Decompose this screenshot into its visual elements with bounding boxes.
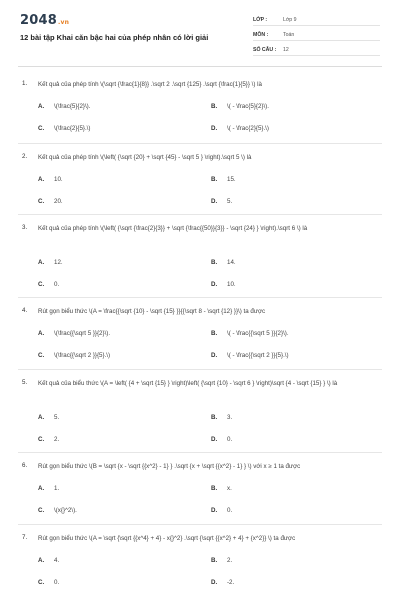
question-separator	[18, 214, 382, 215]
option-b[interactable]: B. 2.	[211, 557, 233, 564]
header	[0, 0, 400, 66]
option-c[interactable]: C. 0.	[38, 281, 60, 288]
meta-key: LỚP :	[253, 17, 268, 23]
question-separator	[18, 524, 382, 525]
meta-row-class	[253, 14, 380, 26]
question-text: Rút gọn biểu thức \(B = \sqrt {x - \sqrt {{x^2} - 1} } .\sqrt {x + \sqrt {{x^2} - 1} } \) với x ≥ 1 ta được	[38, 463, 301, 470]
question-number: 2.	[22, 153, 28, 160]
option-d[interactable]: D. \( - \frac{{\sqrt 2 }}{5}.\)	[211, 352, 289, 359]
option-a[interactable]: A. 4.	[38, 557, 60, 564]
option-c[interactable]: C. 0.	[38, 579, 60, 586]
option-a[interactable]: A. 10.	[38, 176, 63, 183]
logo-text: 2048	[20, 13, 57, 28]
option-c[interactable]: C. 2.	[38, 436, 60, 443]
question-number: 1.	[22, 80, 28, 87]
question-separator	[18, 297, 382, 298]
option-b[interactable]: B. 3.	[211, 414, 233, 421]
header-divider	[18, 66, 382, 67]
question-number: 4.	[22, 307, 28, 314]
question-text: Kết quả của phép tính \(\left( {\sqrt {20} + \sqrt {45} - \sqrt 5 } \right).\sqrt 5 \) là	[38, 154, 252, 161]
document-title: 12 bài tập Khai căn bậc hai của phép nhân có lời giải	[20, 33, 209, 42]
option-d[interactable]: D. -2.	[211, 579, 235, 586]
meta-row-subject	[253, 29, 380, 41]
option-c[interactable]: C. \(\frac{2}{5}.\)	[38, 125, 91, 132]
option-d[interactable]: D. \( - \frac{2}{5}.\)	[211, 125, 269, 132]
option-d[interactable]: D. 5.	[211, 198, 233, 205]
option-a[interactable]: A. 12.	[38, 259, 63, 266]
option-b[interactable]: B. 15.	[211, 176, 236, 183]
option-b[interactable]: B. \( - \frac{{\sqrt 5 }}{2}\).	[211, 330, 289, 337]
meta-value: Lớp 9	[283, 17, 297, 23]
meta-key: SỐ CÂU :	[253, 47, 277, 53]
option-c[interactable]: C. \(x{}^2\).	[38, 507, 77, 514]
option-a[interactable]: A. \(\frac{5}{2}\).	[38, 103, 91, 110]
option-a[interactable]: A. 5.	[38, 414, 60, 421]
question-number: 6.	[22, 462, 28, 469]
option-d[interactable]: D. 10.	[211, 281, 236, 288]
question-text: Kết quả của phép tính \(\left( {\sqrt {\frac{2}{3}} + \sqrt {\frac{{50}}{3}} - \sqrt {24} } \right).\sqrt 6 \) là	[38, 225, 308, 232]
question-separator	[18, 143, 382, 144]
question-number: 3.	[22, 224, 28, 231]
logo-suffix: .vn	[57, 19, 70, 26]
meta-value: 12	[283, 47, 289, 53]
question-text: Kết quả của phép tính \(\sqrt {\frac{1}{8}} .\sqrt 2 .\sqrt {125} .\sqrt {\frac{1}{5}} \) là	[38, 81, 262, 88]
question-text: Kết quả của biểu thức \(A = \left( {4 + \sqrt {15} } \right)\left( {\sqrt {10} - \sqrt 6 } \right)\sqrt {4 - \sqrt {15} } \) là	[38, 380, 338, 387]
option-b[interactable]: B. 14.	[211, 259, 236, 266]
option-c[interactable]: C. \(\frac{{\sqrt 2 }}{5}.\)	[38, 352, 111, 359]
option-d[interactable]: D. 0.	[211, 436, 233, 443]
question-text: Rút gọn biểu thức \(A = \sqrt {\sqrt {{x^4} + 4} - x{}^2} .\sqrt {\sqrt {{x^2} + 4} + {x^2}} \) ta được	[38, 535, 296, 542]
meta-value: Toán	[283, 32, 295, 38]
site-logo[interactable]	[20, 13, 69, 28]
question-number: 7.	[22, 534, 28, 541]
option-c[interactable]: C. 20.	[38, 198, 63, 205]
question-separator	[18, 452, 382, 453]
question-separator	[18, 369, 382, 370]
meta-row-count	[253, 44, 380, 56]
option-b[interactable]: B. \( - \frac{5}{2}\).	[211, 103, 269, 110]
question-text: Rút gọn biểu thức \(A = \frac{{\sqrt {10} - \sqrt {15} }}{{\sqrt 8 - \sqrt {12} }}\) ta được	[38, 308, 266, 315]
option-a[interactable]: A. \(\frac{{\sqrt 5 }}{2}\).	[38, 330, 111, 337]
option-b[interactable]: B. x.	[211, 485, 232, 492]
meta-key: MÔN :	[253, 32, 269, 38]
question-number: 5.	[22, 379, 28, 386]
option-a[interactable]: A. 1.	[38, 485, 60, 492]
option-d[interactable]: D. 0.	[211, 507, 233, 514]
